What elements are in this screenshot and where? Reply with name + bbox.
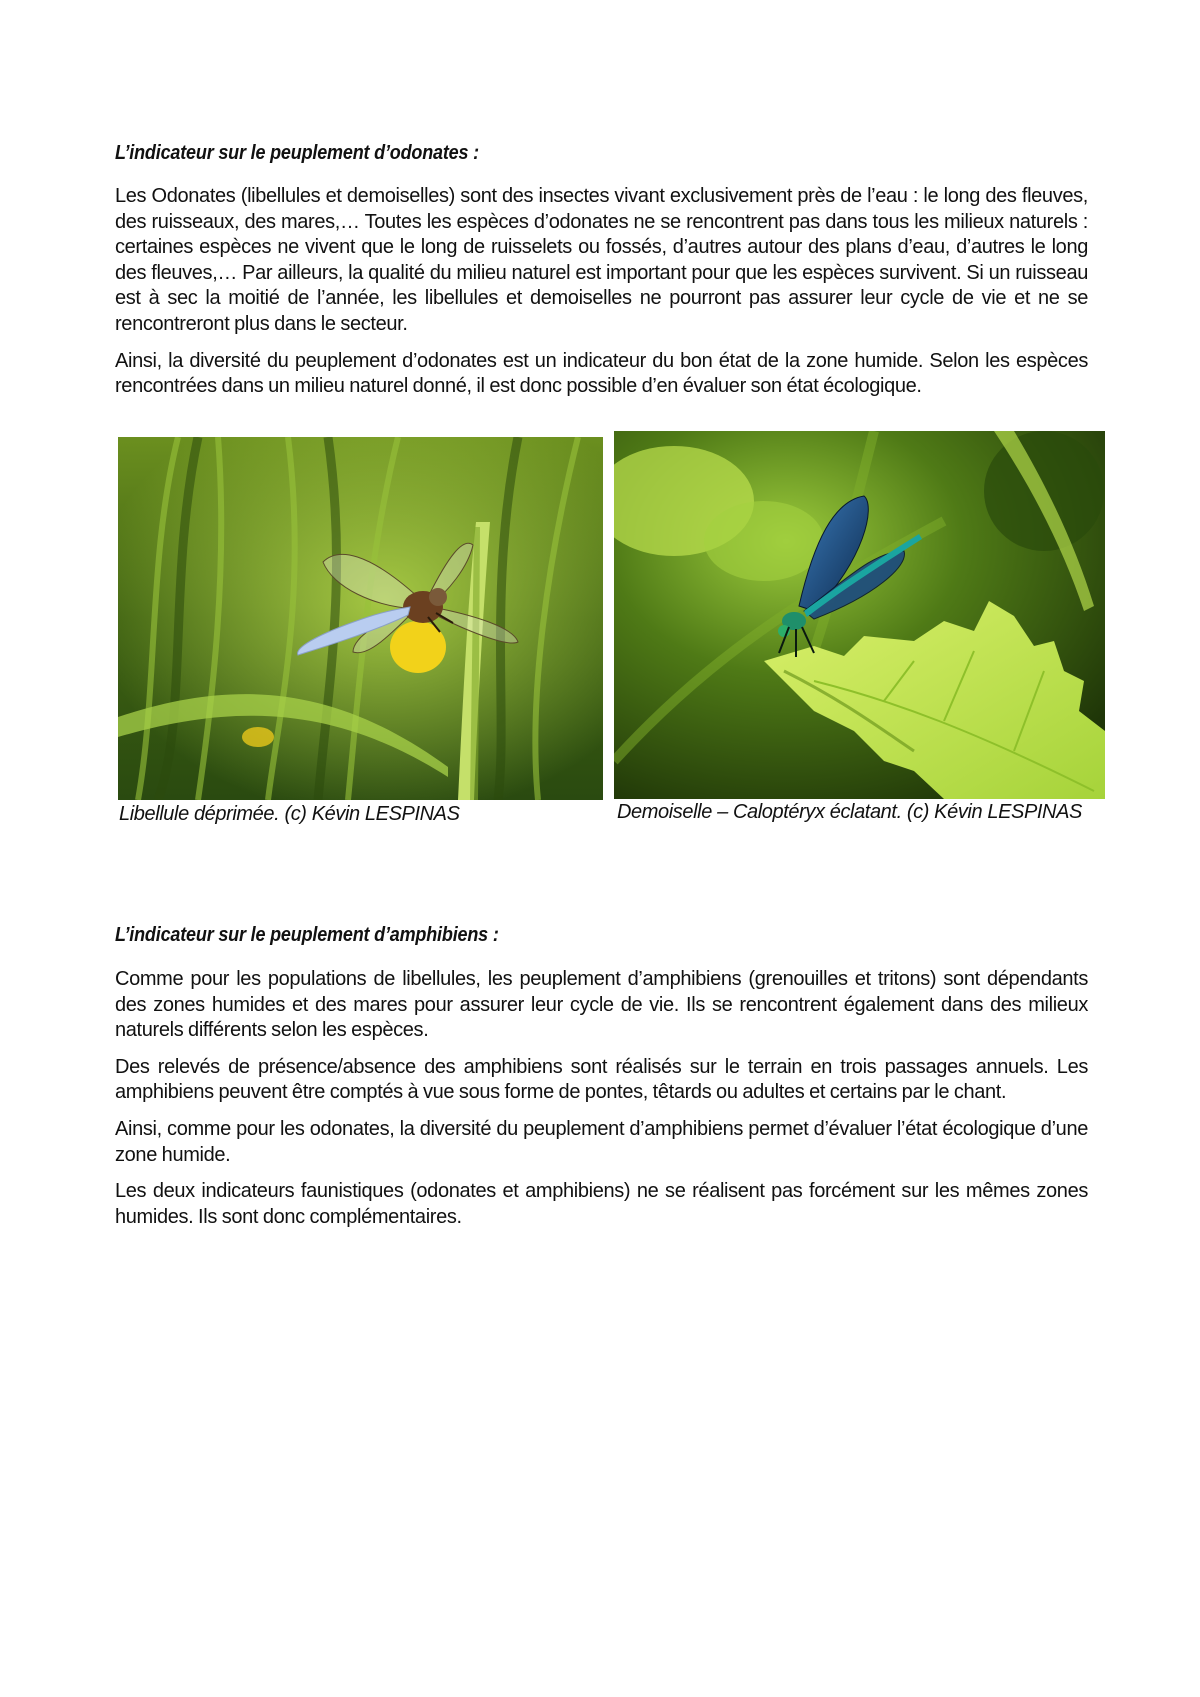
section-odonates-body <box>115 184 1088 411</box>
damselfly-caption: Demoiselle – Caloptéryx éclatant. (c) Kévin LESPINAS <box>617 801 1082 823</box>
amphibiens-paragraph: Les deux indicateurs faunistiques (odonates et amphibiens) ne se réalisent pas forcément sur les mêmes zones humides. Ils sont donc complémentaires. <box>115 1180 1088 1228</box>
section-amphibiens-heading: L’indicateur sur le peuplement d’amphibiens : <box>115 924 499 946</box>
dragonfly-caption: Libellule déprimée. (c) Kévin LESPINAS <box>119 803 460 825</box>
amphibiens-paragraph: Ainsi, comme pour les odonates, la diversité du peuplement d’amphibiens permet d’évaluer l’état écologique d’une zone humide. <box>115 1117 1088 1166</box>
amphibiens-paragraph: Comme pour les populations de libellules, les peuplement d’amphibiens (grenouilles et tritons) sont dépendants des zones humides et des mares pour assurer leur cycle de vie. Ils se rencontrent également dans des milieux naturels différents selon les espèces. <box>115 968 1088 1042</box>
damselfly-photo <box>614 431 1105 799</box>
dragonfly-photo <box>118 437 603 800</box>
amphibiens-paragraph: Des relevés de présence/absence des amphibiens sont réalisés sur le terrain en trois passages annuels. Les amphibiens peuvent être comptés à vue sous forme de pontes, têtards ou adultes et certains par le chant. <box>115 1055 1088 1104</box>
odonates-paragraph: Ainsi, la diversité du peuplement d’odonates est un indicateur du bon état de la zone humide. Selon les espèces rencontrées dans un milieu naturel donné, il est donc possible d’en évaluer son état écologique. <box>115 349 1088 398</box>
odonates-paragraph: Les Odonates (libellules et demoiselles) sont des insectes vivant exclusivement près de l’eau : le long des fleuves, des ruisseaux, des mares,… Toutes les espèces d’odonates ne se rencontrent pas dans tous les milieux naturels : certaines espèces ne vivent que le long de ruisselets ou fossés, d’autres autour des plans d’eau, d’autres le long des fleuves,… Par ailleurs, la qualité du milieu naturel est important pour que les espèces survivent. Si un ruisseau est à sec la moitié de l’année, les libellules et demoiselles ne pourront pas assurer leur cycle de vie et ne se rencontreront plus dans le secteur. <box>115 185 1088 335</box>
section-odonates-heading: L’indicateur sur le peuplement d’odonates : <box>115 142 479 164</box>
section-amphibiens-body <box>115 967 1088 1241</box>
